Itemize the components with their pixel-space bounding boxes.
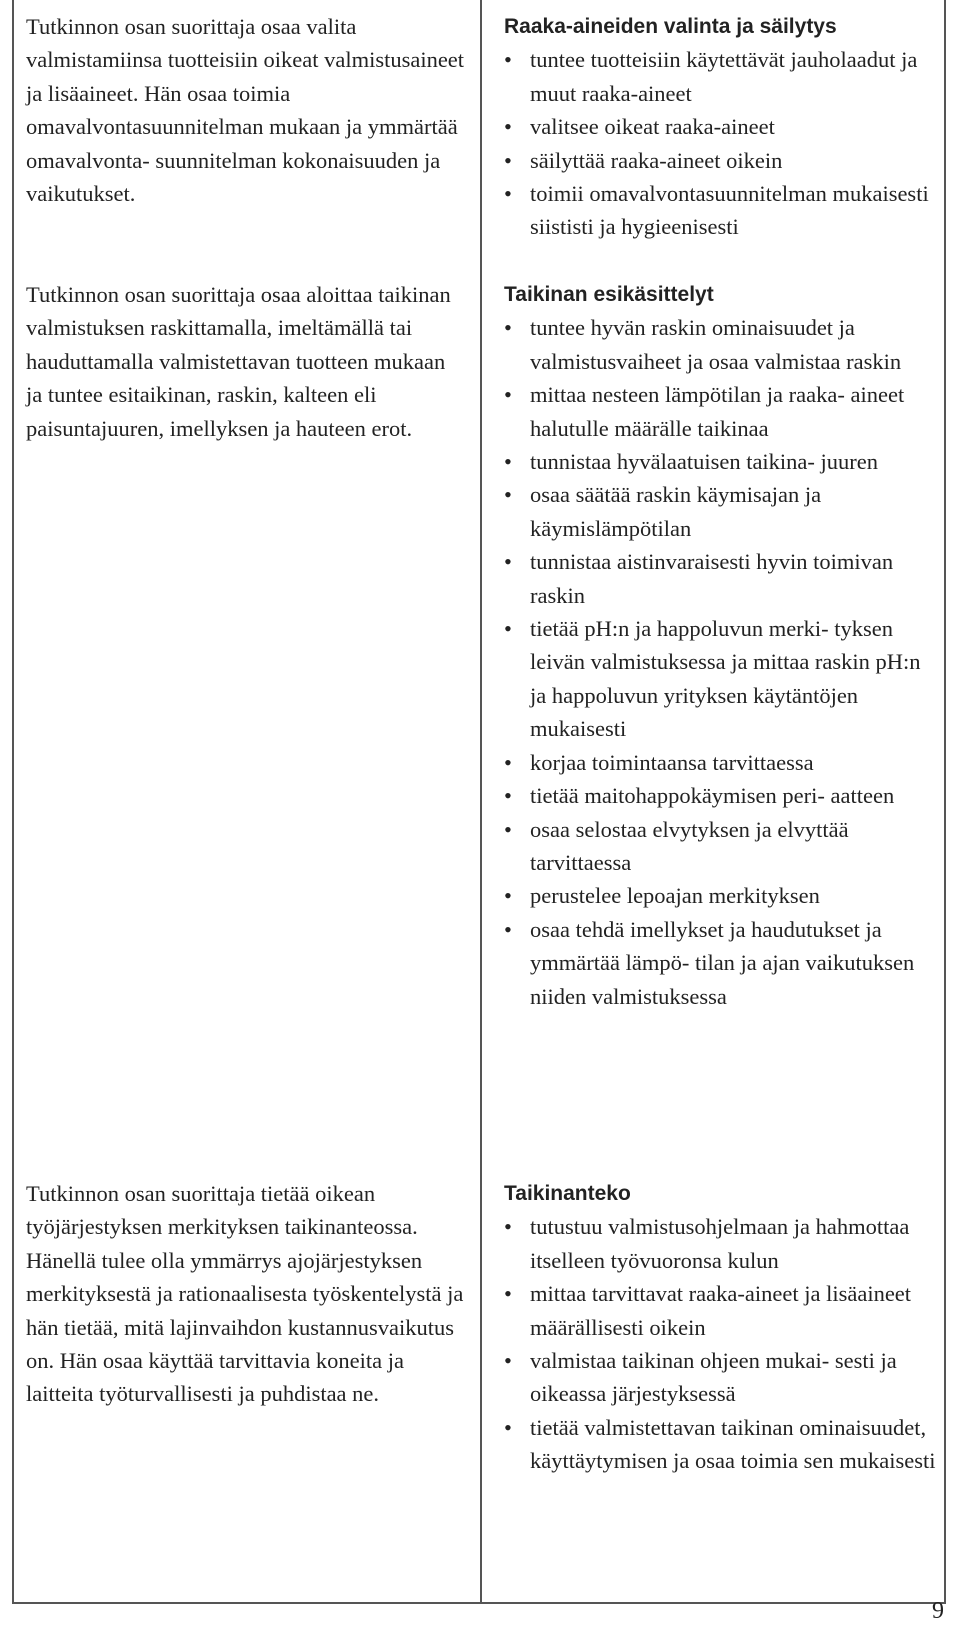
section-heading: Raaka-aineiden valinta ja säilytys [504,15,837,38]
list-item: • toimii omavalvontasuunnitelman mukaisesti siististi ja hygieenisesti [504,177,936,244]
paragraph-text: Tutkinnon osan suorittaja tietää oikean työjärjestyksen merkityksen taikinanteossa. Hänellä tulee olla ymmärrys ajojärjestyksen merkityksestä ja rationaalisesta työskentelystä ja hän tietää, mitä lajinvaihdon kustannusvaikutus on. Hän osaa käyttää tarvittavia koneita ja laitteita työturvallisesti ja puhdistaa ne. [26,1181,464,1407]
list-item: • mittaa tarvittavat raaka-aineet ja lisäaineet määrällisesti oikein [504,1277,936,1344]
list-item: • perustelee lepoajan merkityksen [504,879,936,912]
list-item: • tietää valmistettavan taikinan ominaisuudet, käyttäytymisen ja osaa toimia sen mukaisesti [504,1411,936,1478]
list-item: • osaa säätää raskin käymisajan ja käymislämpötilan [504,478,936,545]
bullet-list [504,43,936,243]
section-raw-materials [504,10,936,244]
section-heading: Taikinan esikäsittelyt [504,283,714,306]
paragraph-text: Tutkinnon osan suorittaja osaa aloittaa taikinan valmistuksen raskittamalla, imeltämällä tai hauduttamalla valmistettavan tuotteen mukaan ja tuntee esitaikinan, raskin, kalteen eli paisuntajuuren, imellyksen ja hauteen erot. [26,282,451,441]
left-paragraph-3 [26,1177,466,1411]
list-item: • tunnistaa hyvälaatuisen taikina- juuren [504,445,936,478]
paragraph-text: Tutkinnon osan suorittaja osaa valita valmistamiinsa tuotteisiin oikeat valmistusaineet ja lisäaineet. Hän osaa toimia omavalvontasuunnitelman mukaan ja ymmärtää omavalvonta- suunnitelman kokonaisuuden ja vaikutukset. [26,14,465,207]
list-item: • tietää pH:n ja happoluvun merki- tyksen leivän valmistuksessa ja mittaa raskin pH:n ja happoluvun yrityksen käytäntöjen mukaisesti [504,612,936,746]
left-paragraph-2 [26,278,466,445]
list-item: • tunnistaa aistinvaraisesti hyvin toimivan raskin [504,545,936,612]
list-item: • tuntee tuotteisiin käytettävät jauholaadut ja muut raaka-aineet [504,43,936,110]
list-item: • säilyttää raaka-aineet oikein [504,144,936,177]
bullet-list [504,311,936,1013]
list-item: • tutustuu valmistusohjelmaan ja hahmottaa itselleen työvuoronsa kulun [504,1210,936,1277]
list-item: • korjaa toimintaansa tarvittaessa [504,746,936,779]
list-item: • valitsee oikeat raaka-aineet [504,110,936,143]
section-dough-pretreatment [504,278,936,1013]
list-item: • mittaa nesteen lämpötilan ja raaka- aineet halutulle määrälle taikinaa [504,378,936,445]
column-divider [480,0,482,1602]
list-item: • tuntee hyvän raskin ominaisuudet ja valmistusvaiheet ja osaa valmistaa raskin [504,311,936,378]
bullet-list [504,1210,936,1477]
list-item: • osaa selostaa elvytyksen ja elvyttää tarvittaessa [504,813,936,880]
list-item: • osaa tehdä imellykset ja haudutukset ja ymmärtää lämpö- tilan ja ajan vaikutuksen niiden valmistuksessa [504,913,936,1013]
content-table [12,0,946,1604]
section-dough-making [504,1177,936,1478]
left-paragraph-1 [26,10,466,210]
section-heading: Taikinanteko [504,1182,631,1205]
list-item: • valmistaa taikinan ohjeen mukai- sesti ja oikeassa järjestyksessä [504,1344,936,1411]
list-item: • tietää maitohappokäymisen peri- aatteen [504,779,936,812]
page-number: 9 [932,1598,944,1624]
